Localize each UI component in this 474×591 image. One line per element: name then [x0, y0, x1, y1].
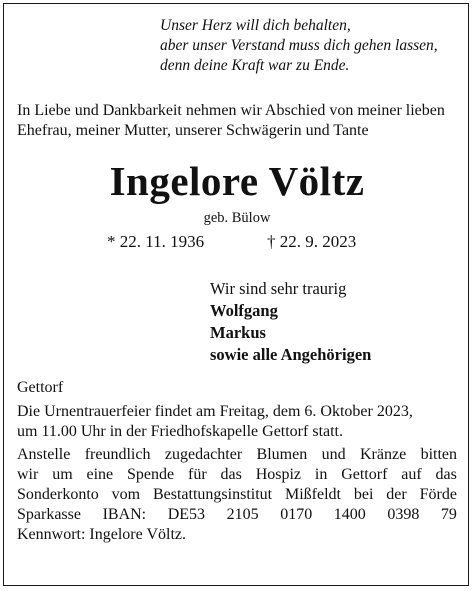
donation-word: Bestattungsinstitut: [152, 486, 273, 503]
poem: [160, 16, 438, 76]
mourners-intro: Wir sind sehr traurig: [210, 279, 347, 298]
donation-word: Spende: [127, 466, 175, 483]
donation-word: bitten: [420, 446, 457, 463]
intro-line: Ehefrau, meiner Mutter, unserer Schwägerin und Tante: [17, 122, 369, 139]
donation-word: 1400: [333, 506, 366, 523]
mourner-name: Markus: [210, 323, 266, 342]
donation-word: Blumen: [256, 446, 308, 463]
poem-line: aber unser Verstand muss dich gehen lassen,: [160, 37, 438, 54]
donation-word: 2105: [226, 506, 259, 523]
donation-word: der: [386, 486, 407, 503]
donation-word: IBAN:: [102, 506, 147, 523]
donation-word: Sonderkonto: [17, 486, 99, 503]
donation-word: Förde: [419, 486, 457, 503]
ceremony-info: [17, 402, 457, 441]
birth-date: * 22. 11. 1936: [107, 232, 205, 251]
donation-word: für: [187, 466, 207, 483]
donation-word: 79: [440, 506, 457, 523]
donation-line: Kennwort: Ingelore Völtz.: [17, 526, 186, 543]
donation-info: [17, 445, 457, 545]
donation-word: Mißfeldt: [284, 486, 341, 503]
donation-line: [17, 445, 457, 465]
donation-word: und: [321, 446, 346, 463]
place: Gettorf: [17, 379, 64, 396]
donation-word: Hospiz: [255, 466, 302, 483]
donation-word: 0398: [387, 506, 420, 523]
donation-word: eine: [86, 466, 114, 483]
donation-word: bei: [353, 486, 374, 503]
donation-word: um: [52, 466, 73, 483]
donation-word: Gettorf: [341, 466, 388, 483]
donation-word: das: [435, 466, 457, 483]
donation-word: wir: [17, 466, 39, 483]
donation-word: auf: [401, 466, 422, 483]
deceased-name: Ingelore Völtz: [109, 158, 365, 204]
donation-line: [17, 505, 457, 525]
donation-line: [17, 485, 457, 505]
donation-word: Anstelle: [17, 446, 71, 463]
mourners-block: [210, 278, 371, 366]
donation-word: in: [314, 466, 328, 483]
ceremony-line: Die Urnentrauerfeier findet am Freitag, dem 6. Oktober 2023,: [17, 403, 413, 420]
poem-line: Unser Herz will dich behalten,: [160, 17, 351, 34]
poem-line: denn deine Kraft war zu Ende.: [160, 57, 350, 74]
donation-word: DE53: [167, 506, 206, 523]
farewell-intro: [17, 101, 445, 141]
donation-word: zugedachter: [164, 446, 243, 463]
donation-word: vom: [111, 486, 141, 503]
donation-word: freundlich: [84, 446, 151, 463]
death-date: † 22. 9. 2023: [267, 232, 357, 251]
donation-word: Kränze: [359, 446, 407, 463]
donation-word: Sparkasse: [17, 506, 81, 523]
ceremony-line: um 11.00 Uhr in der Friedhofskapelle Gettorf statt.: [17, 422, 343, 440]
mourner-name: Wolfgang: [210, 301, 278, 320]
mourner-name: sowie alle Angehörigen: [210, 345, 372, 364]
donation-word: das: [220, 466, 242, 483]
donation-line: [17, 465, 457, 485]
intro-line: In Liebe und Dankbarkeit nehmen wir Abschied von meiner lieben: [17, 102, 445, 119]
donation-word: 0170: [280, 506, 313, 523]
maiden-name: geb. Bülow: [203, 210, 271, 226]
